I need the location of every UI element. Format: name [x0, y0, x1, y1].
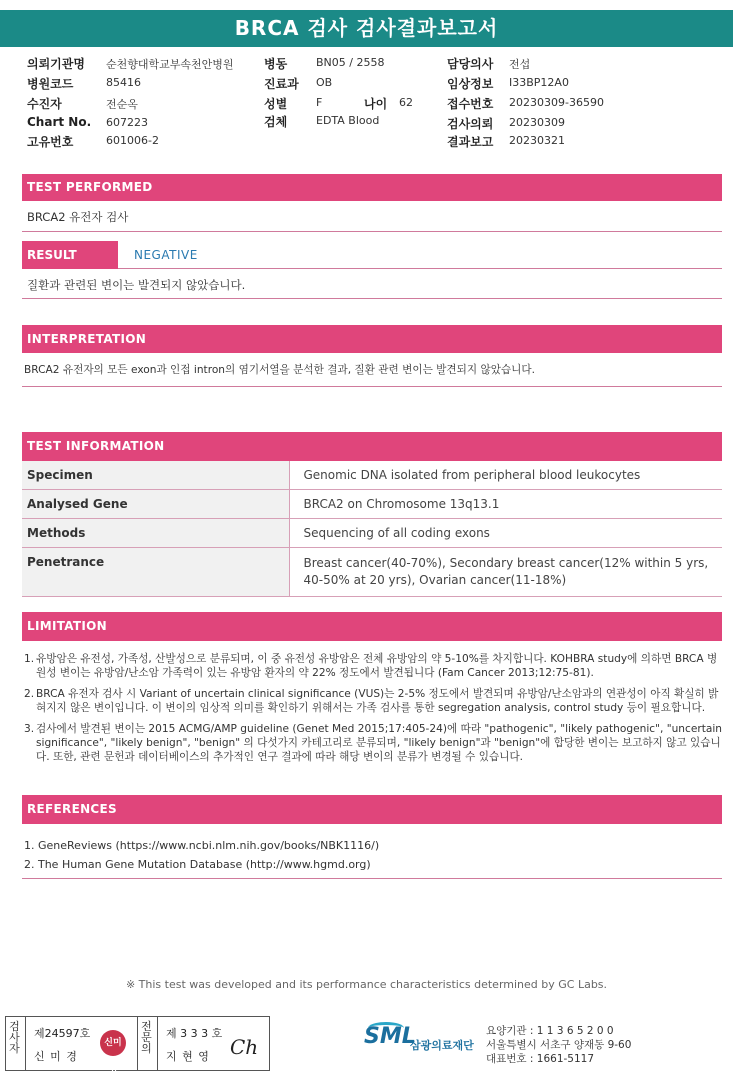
header-label: 임상정보: [447, 77, 494, 91]
divider: [22, 298, 722, 299]
test-information-heading: TEST INFORMATION: [22, 432, 722, 461]
header-value: 607223: [106, 116, 148, 129]
inspector-name: 신 미 경: [34, 1050, 78, 1063]
header-value: OB: [316, 76, 333, 89]
list-item: [24, 652, 724, 680]
header-value: 601006-2: [106, 134, 159, 147]
limitation-heading: LIMITATION: [22, 612, 722, 641]
result-header: [22, 241, 722, 269]
inspector-number: 제24597호: [34, 1027, 91, 1040]
header-label: 성별: [264, 97, 288, 111]
report-title: BRCA 검사 검사결과보고서: [0, 10, 733, 47]
header-value: 85416: [106, 76, 141, 89]
handwritten-signature: Ch: [230, 1035, 259, 1059]
result-text: 질환과 관련된 변이는 발견되지 않았습니다.: [27, 278, 246, 292]
organization-info: [486, 1024, 631, 1066]
references-heading: REFERENCES: [22, 795, 722, 824]
organization-phone: 대표번호 : 1661-5117: [486, 1053, 595, 1065]
header-value: F: [316, 96, 323, 109]
result-value: NEGATIVE: [134, 248, 198, 262]
header-value: 62: [399, 96, 413, 109]
test-performed-heading: TEST PERFORMED: [22, 174, 722, 201]
limitation-list: [24, 652, 724, 771]
reference-item: 2. The Human Gene Mutation Database (http://www.hgmd.org): [24, 858, 371, 871]
header-label: 수진자: [27, 97, 62, 111]
header-value: 20230309: [509, 116, 565, 129]
divider: [22, 386, 722, 387]
footnote: ※ This test was developed and its performance characteristics determined by GC Labs.: [125, 978, 608, 991]
header-label: 검사의뢰: [447, 117, 494, 131]
specialist-number: 제 3 3 3 호: [166, 1027, 223, 1040]
header-label: 접수번호: [447, 97, 494, 111]
test-information-table: [22, 461, 722, 597]
organization-address: 서울특별시 서초구 양재동 9-60: [486, 1039, 632, 1051]
header-value: EDTA Blood: [316, 114, 380, 127]
seal-stamp: 신미경: [100, 1030, 126, 1056]
header-label: 고유번호: [27, 135, 74, 149]
list-item-number: 2.: [24, 688, 35, 700]
table-value: Sequencing of all coding exons: [289, 519, 722, 548]
table-row: [22, 548, 722, 597]
header-value: 전순옥: [106, 98, 138, 111]
interpretation-heading: INTERPRETATION: [22, 325, 722, 353]
list-item-number: 3.: [24, 723, 35, 735]
result-heading: RESULT: [22, 241, 118, 269]
header-label: 진료과: [264, 77, 299, 91]
header-value: 순천향대학교부속천안병원: [106, 58, 234, 71]
list-item: [24, 687, 724, 715]
inspector-label: 검사자: [9, 1020, 20, 1055]
table-value: Breast cancer(40-70%), Secondary breast cancer(12% within 5 yrs, 40-50% at 20 yrs), Ovarian cancer(11-18%): [289, 548, 722, 597]
header-label: 나이: [364, 97, 388, 111]
interpretation-text: BRCA2 유전자의 모든 exon과 인접 intron의 염기서열을 분석한 결과, 질환 관련 변이는 발견되지 않았습니다.: [24, 364, 536, 376]
table-value: Genomic DNA isolated from peripheral blood leukocytes: [289, 461, 722, 490]
table-key: Penetrance: [22, 548, 289, 597]
list-item-number: 1.: [24, 653, 35, 665]
reference-item: 1. GeneReviews (https://www.ncbi.nlm.nih.gov/books/NBK1116/): [24, 839, 380, 852]
signature-box: [5, 1016, 270, 1074]
header-label: 병동: [264, 57, 288, 71]
specialist-name: 지 현 영: [166, 1050, 210, 1063]
specialist-label: 전문의: [141, 1020, 152, 1055]
logo-mark: SML: [364, 1024, 416, 1049]
header-value: 20230321: [509, 134, 565, 147]
table-key: Methods: [22, 519, 289, 548]
institution-code: 요양기관 : 1 1 3 6 5 2 0 0: [486, 1025, 614, 1037]
list-item: [24, 722, 724, 764]
header-value: BN05 / 2558: [316, 56, 385, 69]
header-label: Chart No.: [27, 115, 92, 129]
header-label: 검체: [264, 115, 288, 129]
table-key: Specimen: [22, 461, 289, 490]
references-list: [24, 836, 379, 874]
table-value: BRCA2 on Chromosome 13q13.1: [289, 490, 722, 519]
divider: [22, 878, 722, 879]
list-item-text: 유방암은 유전성, 가족성, 산발성으로 분류되며, 이 중 유전성 유방암은 전체 유방암의 약 5-10%를 차지합니다. KOHBRA study에 의하면 BRCA 병원성 변이는 유방암/난소암 가족력이 있는 유방암 환자의 약 22% 정도에서 발견됩니다 (Fam Cancer 2013;12:75-81).: [36, 653, 718, 679]
table-row: [22, 490, 722, 519]
header-label: 담당의사: [447, 57, 494, 71]
organization-name: 삼광의료재단: [410, 1039, 474, 1052]
test-performed-text: BRCA2 유전자 검사: [27, 210, 129, 224]
header-value: 전섭: [509, 58, 531, 71]
header-label: 의뢰기관명: [27, 57, 85, 71]
table-row: [22, 519, 722, 548]
table-key: Analysed Gene: [22, 490, 289, 519]
header-value: I33BP12A0: [509, 76, 569, 89]
list-item-text: BRCA 유전자 검사 시 Variant of uncertain clinical significance (VUS)는 2-5% 정도에서 발견되며 유방암/난소암과의 연관성이 아직 확실히 밝혀지지 않은 변이입니다. 이 변이의 임상적 의미를 확인하기 위해서는 가족 검사를 통한 segregation analysis, control study 등이 필요합니다.: [36, 688, 719, 714]
header-value: 20230309-36590: [509, 96, 604, 109]
header-label: 병원코드: [27, 77, 74, 91]
header-label: 결과보고: [447, 135, 494, 149]
list-item-text: 검사에서 발견된 변이는 2015 ACMG/AMP guideline (Genet Med 2015;17:405-24)에 따라 "pathogenic", "likely pathogenic", "uncertain significance", "likely benign", "benign" 의 다섯가지 카테고리로 분류되며, "likely benign"과 "benign"에 합당한 변이는 보고하지 않고 있습니다. 또한, 관련 문헌과 데이터베이스의 추가적인 연구 결과에 따라 해당 변이의 분류가 변경될 수 있습니다.: [36, 723, 723, 763]
divider: [22, 231, 722, 232]
table-row: [22, 461, 722, 490]
